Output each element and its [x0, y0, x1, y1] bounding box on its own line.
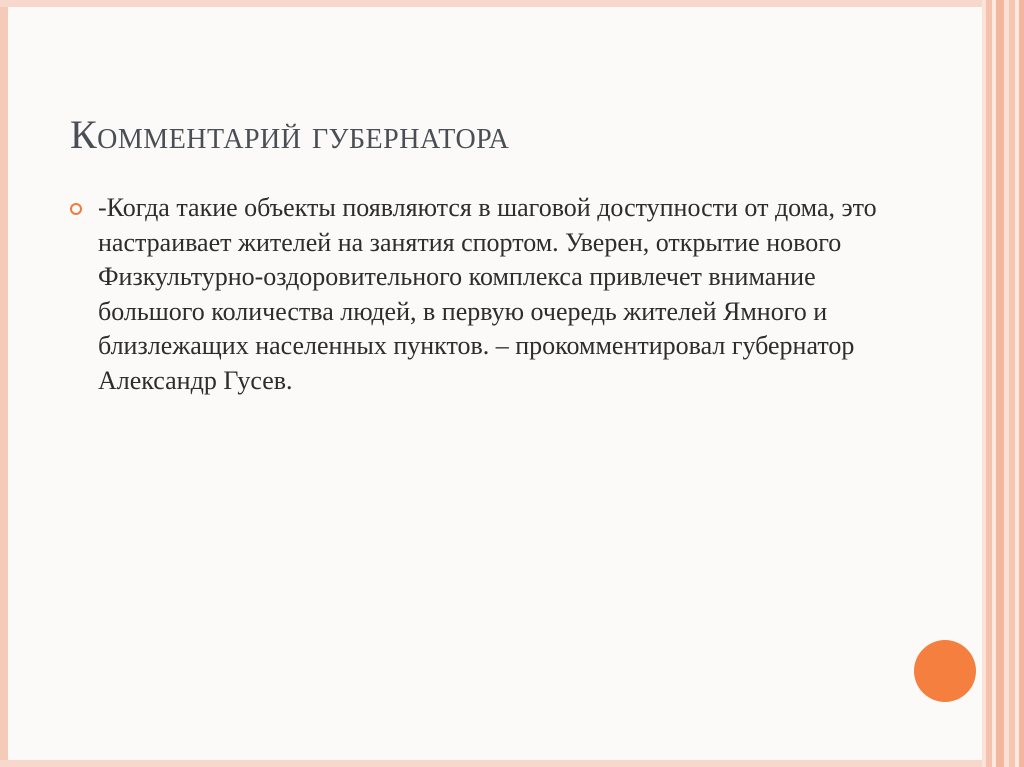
slide-title: Комментарий губернатора — [70, 112, 510, 157]
frame-top-border — [0, 0, 1024, 7]
bullet-text: -Когда такие объекты появляются в шаговой доступности от дома, это настраивает жителей на занятия спортом. Уверен, открытие нового Физкультурно-оздоровительного комплекса привлечет внимание большого количества людей, в первую очередь жителей Ямного и близлежащих населенных пунктов. – прокомментировал губернатор Александр Гусев. — [98, 193, 877, 395]
slide-content-area — [8, 7, 982, 760]
bullet-item — [70, 191, 900, 398]
hollow-circle-bullet-icon — [70, 203, 82, 215]
frame-bottom-border — [0, 760, 1024, 767]
frame-right-stripes — [982, 0, 1024, 767]
orange-circle-decoration — [914, 640, 976, 702]
frame-left-border — [0, 0, 8, 767]
